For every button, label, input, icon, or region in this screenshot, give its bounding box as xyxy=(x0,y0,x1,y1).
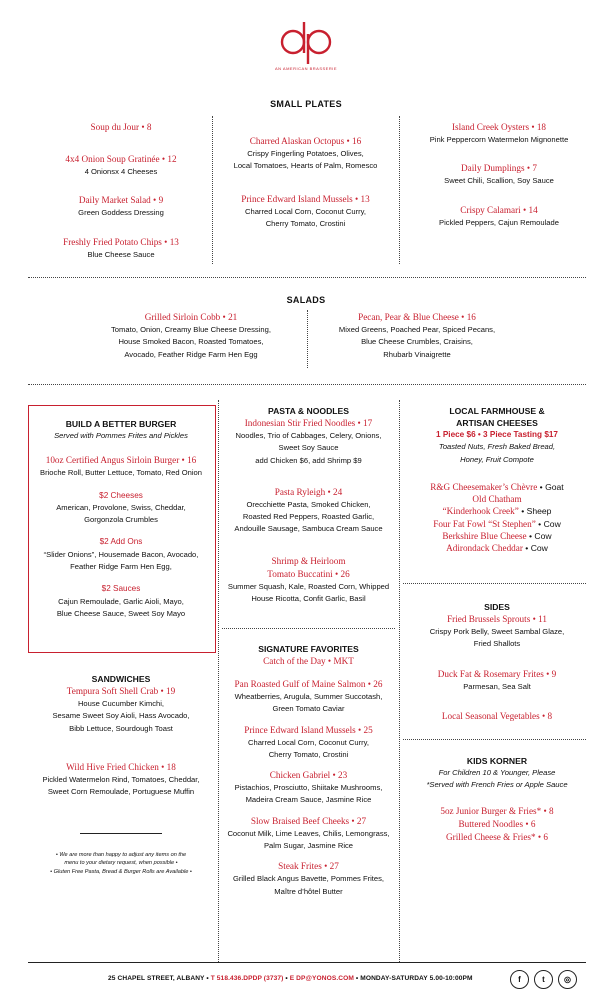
item-desc: Green Goddess Dressing xyxy=(78,208,164,218)
item-name: Catch of the Day • MKT xyxy=(263,656,354,666)
kids-title: KIDS KORNER xyxy=(466,756,528,766)
item-desc: Avocado, Feather Ridge Farm Hen Egg xyxy=(124,349,258,359)
twitter-icon[interactable]: t xyxy=(534,970,553,989)
item-name: Duck Fat & Rosemary Frites • 9 xyxy=(437,668,557,679)
item-desc: Pickled Watermelon Rind, Tomatoes, Cheddar, xyxy=(42,774,200,784)
item-name: Tomato Buccatini • 26 xyxy=(267,568,350,579)
item-desc: Summer Squash, Kale, Roasted Corn, Whipped xyxy=(227,581,390,591)
menu-item xyxy=(36,236,206,261)
cheese-milk: • Cow xyxy=(522,543,548,554)
footer-address: 25 CHAPEL STREET, ALBANY • xyxy=(108,975,211,982)
note-divider xyxy=(80,833,162,834)
sides-title: SIDES xyxy=(484,602,510,612)
cheese-item xyxy=(402,518,592,530)
footer-divider xyxy=(28,962,586,963)
menu-item xyxy=(218,135,393,173)
item-name: Prince Edward Island Mussels • 13 xyxy=(241,193,370,204)
item-desc: Feather Ridge Farm Hen Egg, xyxy=(70,562,172,572)
brand-logo xyxy=(270,20,342,71)
cheese-item xyxy=(402,481,592,493)
item-name: Grilled Cheese & Fries* • 6 xyxy=(446,831,548,842)
item-desc: Cajun Remoulade, Garlic Aioli, Mayo, xyxy=(58,596,184,606)
item-desc: Sweet Soy Sauce xyxy=(278,443,339,453)
facebook-icon[interactable]: f xyxy=(510,970,529,989)
menu-item xyxy=(218,193,393,231)
column-divider xyxy=(218,400,219,962)
item-desc: House Cucumber Kimchi, xyxy=(77,699,165,708)
item-desc: “Slider Onions”, Housemade Bacon, Avocado, xyxy=(43,549,199,559)
cheese-name: Four Fat Fowl “St Stephen” xyxy=(433,518,536,529)
footer-sep: • xyxy=(283,975,290,982)
cheeses-title: LOCAL FARMHOUSE & xyxy=(449,406,545,416)
item-desc: Orecchiette Pasta, Smoked Chicken, xyxy=(246,499,371,509)
section-divider xyxy=(403,739,586,740)
item-desc: Crispy Fingerling Potatoes, Olives, xyxy=(247,149,364,158)
item-name: 10oz Certified Angus Sirloin Burger • 16 xyxy=(45,455,197,466)
item-name: Steak Frites • 27 xyxy=(278,861,339,872)
sandwiches-title: SANDWICHES xyxy=(91,674,151,684)
section-divider xyxy=(28,384,586,385)
item-desc: Charred Local Corn, Coconut Curry, xyxy=(248,737,369,747)
item-desc: Coconut Milk, Lime Leaves, Chilis, Lemongrass, xyxy=(227,828,390,838)
item-name: Charred Alaskan Octopus • 16 xyxy=(249,136,362,146)
cheese-name: Berkshire Blue Cheese xyxy=(442,531,527,542)
item-desc: Blue Cheese Sauce xyxy=(87,249,155,259)
item-name: 4x4 Onion Soup Gratinée • 12 xyxy=(65,154,177,164)
cheese-prices: 1 Piece $6 • 3 Piece Tasting $17 xyxy=(436,430,558,439)
column-divider xyxy=(212,116,213,264)
item-desc: 4 Onionsx 4 Cheeses xyxy=(84,167,158,176)
item-name: Island Creek Oysters • 18 xyxy=(451,122,547,132)
item-desc: Brioche Roll, Butter Lettuce, Tomato, Red Onion xyxy=(40,468,202,478)
item-desc: Cherry Tomato, Crostini xyxy=(265,218,346,228)
sandwiches-section xyxy=(28,673,214,798)
item-name: Prince Edward Island Mussels • 25 xyxy=(244,724,373,735)
footer-hours: • MONDAY-SATURDAY 5.00-10:00PM xyxy=(353,975,473,982)
salads-title: SALADS xyxy=(286,295,326,305)
note-line: • Gluten Free Pasta, Bread & Burger Rolls are Available • xyxy=(50,868,192,875)
item-desc: Mixed Greens, Poached Pear, Spiced Pecans, xyxy=(338,325,496,334)
item-desc: Sweet Corn Remoulade, Portuguese Muffin xyxy=(47,787,195,797)
signature-section xyxy=(220,643,397,898)
brand-tagline: AN AMERICAN BRASSERIE xyxy=(274,66,338,71)
menu-item xyxy=(404,204,594,229)
kids-sub: *Served with French Fries or Apple Sauce xyxy=(426,780,568,790)
footer-email[interactable]: E DP@YONOS.COM xyxy=(289,975,354,982)
item-desc: Rhubarb Vinaigrette xyxy=(383,349,451,359)
cheeses-section xyxy=(402,405,592,555)
item-desc: Bibb Lettuce, Sourdough Toast xyxy=(69,723,173,733)
cheese-milk: • Goat xyxy=(537,481,564,492)
item-name: Freshly Fried Potato Chips • 13 xyxy=(63,236,179,247)
item-name: 5oz Junior Burger & Fries* • 8 xyxy=(440,805,554,816)
item-desc: Charred Local Corn, Coconut Curry, xyxy=(245,206,366,216)
menu-item xyxy=(404,121,594,146)
item-name: Chicken Gabriel • 23 xyxy=(269,770,348,781)
item-name: Slow Braised Beef Cheeks • 27 xyxy=(250,815,367,826)
item-name: Local Seasonal Vegetables • 8 xyxy=(441,710,553,721)
small-plates-col1 xyxy=(36,121,206,277)
column-divider xyxy=(399,400,400,962)
item-desc: Pickled Peppers, Cajun Remoulade xyxy=(439,217,559,227)
cheeses-title: ARTISAN CHEESES xyxy=(456,418,538,428)
cheese-item xyxy=(402,542,592,554)
salad-right xyxy=(322,311,512,361)
cheese-milk: • Sheep xyxy=(518,506,552,517)
item-desc: Blue Cheese Crumbles, Craisins, xyxy=(361,337,473,347)
item-desc: Madeira Cream Sauce, Jasmine Rice xyxy=(245,795,372,805)
burger-subtitle: Served with Pommes Frites and Pickles xyxy=(54,431,188,440)
item-desc: Blue Cheese Sauce, Sweet Soy Mayo xyxy=(56,608,186,618)
section-divider xyxy=(28,277,586,278)
item-desc: House Smoked Bacon, Roasted Tomatoes, xyxy=(118,337,264,347)
menu-item xyxy=(404,162,594,187)
signature-title: SIGNATURE FAVORITES xyxy=(258,644,359,654)
small-plates-col3 xyxy=(404,121,594,245)
item-name: Tempura Soft Shell Crab • 19 xyxy=(66,686,176,696)
cheese-sub: Honey, Fruit Compote xyxy=(460,454,534,464)
item-desc: Roasted Red Peppers, Roasted Garlic, xyxy=(242,512,375,522)
item-desc: Fried Shallots xyxy=(473,639,521,649)
item-desc: Sweet Chili, Scallion, Soy Sauce xyxy=(444,176,554,186)
item-desc: Tomato, Onion, Creamy Blue Cheese Dressing, xyxy=(111,325,271,334)
item-desc: Gorgonzola Crumbles xyxy=(84,515,158,525)
cheese-milk: • Cow xyxy=(526,531,552,542)
small-plates-col2 xyxy=(218,135,393,246)
burger-title: BUILD A BETTER BURGER xyxy=(65,419,177,429)
item-name: Pasta Ryleigh • 24 xyxy=(274,486,343,497)
item-name: Pan Roasted Gulf of Maine Salmon • 26 xyxy=(234,679,383,689)
item-desc: Sesame Sweet Soy Aioli, Hass Avocado, xyxy=(52,711,190,721)
item-name: Fried Brussels Sprouts • 11 xyxy=(447,614,547,624)
cheese-sub: Toasted Nuts, Fresh Baked Bread, xyxy=(438,442,556,452)
cheese-name: Old Chatham xyxy=(472,494,522,505)
item-desc: Parmesan, Sea Salt xyxy=(463,681,531,691)
item-desc: Green Tomato Caviar xyxy=(272,704,345,714)
footer-info xyxy=(108,975,473,982)
item-name: Shrimp & Heirloom xyxy=(271,555,346,566)
item-desc: Pistachios, Prosciutto, Shiitake Mushrooms, xyxy=(234,783,383,793)
cheese-name: Adirondack Cheddar xyxy=(446,543,523,554)
menu-item xyxy=(36,153,206,178)
item-name: Indonesian Stir Fried Noodles • 17 xyxy=(244,418,373,428)
item-desc: Cherry Tomato, Crostini xyxy=(268,749,349,759)
footer-phone[interactable]: T 518.436.DPDP (3737) xyxy=(210,975,284,982)
item-name: Grilled Sirloin Cobb • 21 xyxy=(144,312,238,322)
item-desc: Maître d’hôtel Butter xyxy=(274,886,343,896)
cheeses-label: $2 Cheeses xyxy=(99,490,143,500)
section-divider xyxy=(403,583,586,584)
pasta-title: PASTA & NOODLES xyxy=(267,406,349,416)
column-divider xyxy=(307,310,308,368)
item-desc: House Ricotta, Confit Garlic, Basil xyxy=(251,594,366,604)
instagram-icon[interactable]: ◎ xyxy=(558,970,577,989)
dp-logo-icon xyxy=(276,20,336,64)
item-name: Crispy Calamari • 14 xyxy=(460,204,538,215)
item-name: Wild Hive Fried Chicken • 18 xyxy=(66,761,176,772)
column-divider xyxy=(399,116,400,264)
item-desc: Andouille Sausage, Sambuca Cream Sauce xyxy=(234,524,383,534)
item-name: Buttered Noodles • 6 xyxy=(458,818,536,829)
sides-section xyxy=(402,601,592,723)
item-desc: add Chicken $6, add Shrimp $9 xyxy=(255,455,362,465)
salad-left xyxy=(96,311,286,361)
kids-sub: For Children 10 & Younger, Please xyxy=(438,768,556,777)
cheese-item xyxy=(402,493,592,505)
item-desc: Crispy Pork Belly, Sweet Sambal Glaze, xyxy=(429,627,565,636)
sauces-label: $2 Sauces xyxy=(101,584,141,594)
item-desc: Pink Peppercorn Watermelon Mignonette xyxy=(429,135,569,144)
menu-item xyxy=(36,121,206,134)
cheese-item xyxy=(402,530,592,542)
item-desc: Noodles, Trio of Cabbages, Celery, Onions, xyxy=(235,431,382,440)
addons-label: $2 Add Ons xyxy=(99,537,143,547)
burger-section xyxy=(30,418,212,620)
cheese-name: “Kinderhook Creek” xyxy=(442,506,519,517)
item-desc: Wheatberries, Arugula, Summer Succotash, xyxy=(234,692,383,701)
pasta-section xyxy=(220,405,397,605)
item-desc: Grilled Black Angus Bavette, Pommes Frites, xyxy=(232,874,385,884)
dietary-note xyxy=(32,851,210,876)
menu-item xyxy=(36,194,206,219)
kids-section xyxy=(402,755,592,844)
item-desc: Palm Sugar, Jasmine Rice xyxy=(263,841,354,851)
cheese-item xyxy=(402,505,592,517)
small-plates-title: SMALL PLATES xyxy=(270,99,342,109)
item-desc: American, Provolone, Swiss, Cheddar, xyxy=(56,502,186,512)
item-name: Pecan, Pear & Blue Cheese • 16 xyxy=(358,312,476,322)
cheese-name: R&G Cheesemaker’s Chèvre xyxy=(430,481,538,492)
item-name: Daily Market Salad • 9 xyxy=(78,195,164,206)
item-name: Daily Dumplings • 7 xyxy=(461,163,537,174)
section-divider xyxy=(222,628,395,629)
cheese-milk: • Cow xyxy=(535,518,561,529)
note-line: menu to your dietary request, when possible • xyxy=(64,860,178,867)
item-desc: Local Tomatoes, Hearts of Palm, Romesco xyxy=(233,161,378,171)
note-line: • We are more than happy to adjust any items on the xyxy=(55,852,187,858)
item-name: Soup du Jour • 8 xyxy=(90,122,152,132)
